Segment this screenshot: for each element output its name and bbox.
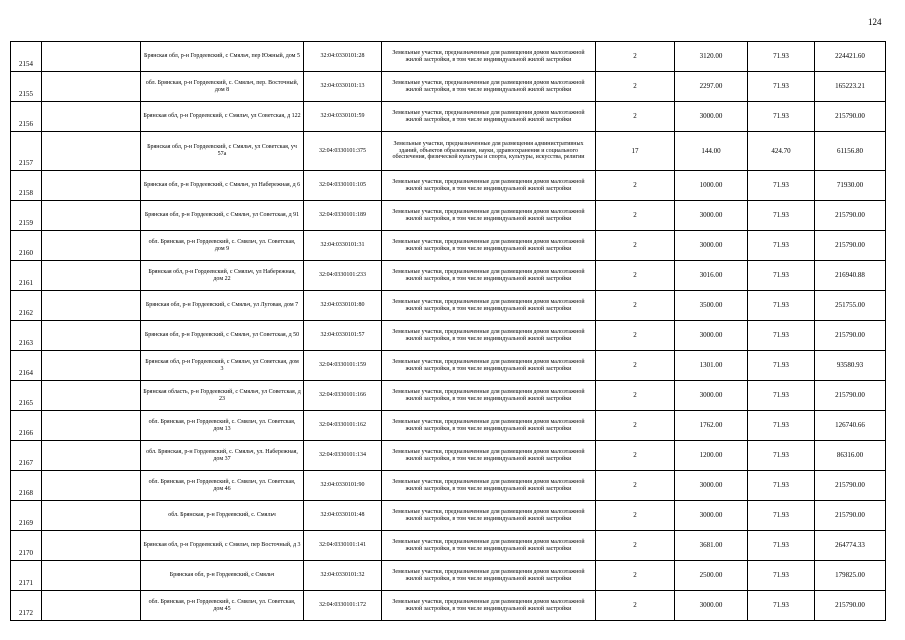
row-number: 2160 [11,231,42,261]
table-row [11,132,886,171]
area-cell: 1762.00 [675,411,748,441]
land-use-cell: Земельные участки, предназначенные для размещения домов малоэтажной жилой застройки, в том числе индивидуальной жилой застройки [382,171,596,201]
cadastral-value-cell: 215790.00 [815,591,886,621]
blank-cell [42,231,141,261]
cadastral-number-cell: 32:04:0330101:105 [304,171,382,201]
cadastral-number-cell: 32:04:0330101:13 [304,72,382,102]
use-code-cell: 2 [596,351,675,381]
cadastral-number-cell: 32:04:0330101:172 [304,591,382,621]
blank-cell [42,291,141,321]
land-use-cell: Земельные участки, предназначенные для размещения домов малоэтажной жилой застройки, в том числе индивидуальной жилой застройки [382,201,596,231]
rate-cell: 71.93 [748,42,815,72]
cadastral-number-cell: 32:04:0330101:57 [304,321,382,351]
address-cell: Брянская обл, р-н Гордеевский, с Смяльч, ул Советская, д 91 [141,201,304,231]
area-cell: 2500.00 [675,561,748,591]
table-row [11,291,886,321]
use-code-cell: 2 [596,531,675,561]
cadastral-value-cell: 215790.00 [815,201,886,231]
use-code-cell: 2 [596,72,675,102]
row-number: 2172 [11,591,42,621]
rate-cell: 71.93 [748,291,815,321]
table-body [11,42,886,621]
address-cell: Брянская обл, р-н Гордеевский, с Смяльч, ул Набережная, дом 22 [141,261,304,291]
land-use-cell: Земельные участки, предназначенные для размещения домов малоэтажной жилой застройки, в том числе индивидуальной жилой застройки [382,261,596,291]
table-row [11,471,886,501]
area-cell: 1000.00 [675,171,748,201]
row-number: 2158 [11,171,42,201]
use-code-cell: 2 [596,171,675,201]
cadastral-number-cell: 32:04:0330101:31 [304,231,382,261]
table-row [11,501,886,531]
cadastral-number-cell: 32:04:0330101:32 [304,561,382,591]
area-cell: 3000.00 [675,321,748,351]
cadastral-value-cell: 86316.00 [815,441,886,471]
use-code-cell: 2 [596,411,675,441]
use-code-cell: 2 [596,261,675,291]
address-cell: обл. Брянская, р-н Гордеевский, с. Смяльч, ул. Советская, дом 45 [141,591,304,621]
area-cell: 3000.00 [675,381,748,411]
use-code-cell: 2 [596,321,675,351]
area-cell: 3016.00 [675,261,748,291]
table-row [11,351,886,381]
land-use-cell: Земельные участки, предназначенные для размещения домов малоэтажной жилой застройки, в том числе индивидуальной жилой застройки [382,591,596,621]
address-cell: Брянская область, р-н Гордеевский, с Смяльч, ул Советская, д 23 [141,381,304,411]
address-cell: обл. Брянская, р-н Гордеевский, с. Смяльч [141,501,304,531]
cadastral-value-cell: 93580.93 [815,351,886,381]
cadastral-number-cell: 32:04:0330101:166 [304,381,382,411]
cadastral-number-cell: 32:04:0330101:233 [304,261,382,291]
page-number: 124 [868,17,882,27]
row-number: 2170 [11,531,42,561]
address-cell: Брянская обл, р-н Гордеевский, с Смяльч, ул Советская, д 122 [141,102,304,132]
area-cell: 3000.00 [675,591,748,621]
cadastral-number-cell: 32:04:0330101:162 [304,411,382,441]
area-cell: 3681.00 [675,531,748,561]
land-use-cell: Земельные участки, предназначенные для размещения домов малоэтажной жилой застройки, в том числе индивидуальной жилой застройки [382,321,596,351]
cadastral-number-cell: 32:04:0330101:189 [304,201,382,231]
area-cell: 3000.00 [675,102,748,132]
use-code-cell: 2 [596,291,675,321]
blank-cell [42,441,141,471]
row-number: 2165 [11,381,42,411]
table-row [11,381,886,411]
use-code-cell: 2 [596,591,675,621]
address-cell: Брянская обл, р-н Гордеевский, с Смяльч, ул Луговая, дом 7 [141,291,304,321]
table-row [11,261,886,291]
cadastral-value-cell: 165223.21 [815,72,886,102]
area-cell: 1301.00 [675,351,748,381]
blank-cell [42,411,141,441]
row-number: 2166 [11,411,42,441]
blank-cell [42,501,141,531]
address-cell: Брянская обл, р-н Гордеевский, с Смяльч, ул Советская, дом 3 [141,351,304,381]
cadastral-value-cell: 215790.00 [815,501,886,531]
table-row [11,591,886,621]
address-cell: Брянская обл, р-н Гордеевский, с Смяльч, пер Восточный, д 3 [141,531,304,561]
cadastral-value-cell: 224421.60 [815,42,886,72]
cadastral-value-cell: 215790.00 [815,102,886,132]
use-code-cell: 2 [596,102,675,132]
address-cell: Брянская обл, р-н Гордеевский, с Смяльч, ул Набережная, д 6 [141,171,304,201]
blank-cell [42,132,141,171]
use-code-cell: 17 [596,132,675,171]
area-cell: 3000.00 [675,471,748,501]
row-number: 2163 [11,321,42,351]
blank-cell [42,171,141,201]
row-number: 2164 [11,351,42,381]
rate-cell: 71.93 [748,231,815,261]
table-row [11,561,886,591]
cadastral-number-cell: 32:04:0330101:134 [304,441,382,471]
land-use-cell: Земельные участки, предназначенные для размещения домов малоэтажной жилой застройки, в том числе индивидуальной жилой застройки [382,381,596,411]
row-number: 2168 [11,471,42,501]
land-use-cell: Земельные участки, предназначенные для размещения домов малоэтажной жилой застройки, в том числе индивидуальной жилой застройки [382,411,596,441]
cadastral-number-cell: 32:04:0330101:375 [304,132,382,171]
blank-cell [42,351,141,381]
cadastral-number-cell: 32:04:0330101:80 [304,291,382,321]
table-row [11,201,886,231]
address-cell: Брянская обл, р-н Гордеевский, с Смяльч [141,561,304,591]
address-cell: Брянская обл, р-н Гордеевский, с Смяльч, ул Советская, уч 57а [141,132,304,171]
table-row [11,411,886,441]
address-cell: обл. Брянская, р-н Гордеевский, с. Смяльч, ул. Советская, дом 9 [141,231,304,261]
blank-cell [42,42,141,72]
row-number: 2167 [11,441,42,471]
cadastral-number-cell: 32:04:0330101:28 [304,42,382,72]
cadastral-value-cell: 215790.00 [815,381,886,411]
table-row [11,231,886,261]
rate-cell: 71.93 [748,201,815,231]
area-cell: 3500.00 [675,291,748,321]
cadastral-value-cell: 215790.00 [815,471,886,501]
rate-cell: 71.93 [748,531,815,561]
row-number: 2155 [11,72,42,102]
cadastral-number-cell: 32:04:0330101:59 [304,102,382,132]
cadastral-value-cell: 216940.88 [815,261,886,291]
area-cell: 3000.00 [675,501,748,531]
land-use-cell: Земельные участки, предназначенные для размещения административных зданий, объектов образования, науки, здравоохранения и социального обеспечения, физической культуры и спорта, культуры, искусства, религии [382,132,596,171]
land-use-cell: Земельные участки, предназначенные для размещения домов малоэтажной жилой застройки, в том числе индивидуальной жилой застройки [382,102,596,132]
use-code-cell: 2 [596,441,675,471]
address-cell: обл. Брянская, р-н Гордеевский, с. Смяльч, пер. Восточный, дом 8 [141,72,304,102]
cadastral-value-cell: 264774.33 [815,531,886,561]
cadastral-value-cell: 251755.00 [815,291,886,321]
table-row [11,531,886,561]
use-code-cell: 2 [596,501,675,531]
row-number: 2157 [11,132,42,171]
rate-cell: 424.70 [748,132,815,171]
table-row [11,321,886,351]
rate-cell: 71.93 [748,411,815,441]
area-cell: 3120.00 [675,42,748,72]
rate-cell: 71.93 [748,561,815,591]
rate-cell: 71.93 [748,591,815,621]
area-cell: 3000.00 [675,231,748,261]
address-cell: Брянская обл, р-н Гордеевский, с Смяльч, пер Южный, дом 5 [141,42,304,72]
use-code-cell: 2 [596,42,675,72]
cadastral-value-cell: 126740.66 [815,411,886,441]
blank-cell [42,471,141,501]
blank-cell [42,591,141,621]
use-code-cell: 2 [596,231,675,261]
rate-cell: 71.93 [748,321,815,351]
address-cell: обл. Брянская, р-н Гордеевский, с. Смяльч, ул. Советская, дом 13 [141,411,304,441]
blank-cell [42,381,141,411]
blank-cell [42,261,141,291]
cadastral-value-cell: 61156.80 [815,132,886,171]
row-number: 2171 [11,561,42,591]
blank-cell [42,561,141,591]
land-use-cell: Земельные участки, предназначенные для размещения домов малоэтажной жилой застройки, в том числе индивидуальной жилой застройки [382,561,596,591]
address-cell: обл. Брянская, р-н Гордеевский, с. Смяльч, ул. Советская, дом 46 [141,471,304,501]
cadastral-number-cell: 32:04:0330101:159 [304,351,382,381]
rate-cell: 71.93 [748,381,815,411]
rate-cell: 71.93 [748,351,815,381]
area-cell: 3000.00 [675,201,748,231]
row-number: 2161 [11,261,42,291]
land-plots-table [10,41,886,621]
land-use-cell: Земельные участки, предназначенные для размещения домов малоэтажной жилой застройки, в том числе индивидуальной жилой застройки [382,351,596,381]
address-cell: обл. Брянская, р-н Гордеевский, с. Смяльч, ул. Набережная, дом 37 [141,441,304,471]
cadastral-number-cell: 32:04:0330101:48 [304,501,382,531]
rate-cell: 71.93 [748,441,815,471]
use-code-cell: 2 [596,561,675,591]
rate-cell: 71.93 [748,171,815,201]
row-number: 2169 [11,501,42,531]
land-use-cell: Земельные участки, предназначенные для размещения домов малоэтажной жилой застройки, в том числе индивидуальной жилой застройки [382,531,596,561]
area-cell: 2297.00 [675,72,748,102]
land-use-cell: Земельные участки, предназначенные для размещения домов малоэтажной жилой застройки, в том числе индивидуальной жилой застройки [382,441,596,471]
area-cell: 1200.00 [675,441,748,471]
row-number: 2154 [11,42,42,72]
blank-cell [42,102,141,132]
land-use-cell: Земельные участки, предназначенные для размещения домов малоэтажной жилой застройки, в том числе индивидуальной жилой застройки [382,501,596,531]
use-code-cell: 2 [596,201,675,231]
table-row [11,171,886,201]
use-code-cell: 2 [596,381,675,411]
row-number: 2162 [11,291,42,321]
table-row [11,42,886,72]
use-code-cell: 2 [596,471,675,501]
rate-cell: 71.93 [748,102,815,132]
cadastral-number-cell: 32:04:0330101:141 [304,531,382,561]
blank-cell [42,531,141,561]
row-number: 2159 [11,201,42,231]
rate-cell: 71.93 [748,72,815,102]
area-cell: 144.00 [675,132,748,171]
cadastral-value-cell: 215790.00 [815,231,886,261]
land-use-cell: Земельные участки, предназначенные для размещения домов малоэтажной жилой застройки, в том числе индивидуальной жилой застройки [382,291,596,321]
blank-cell [42,201,141,231]
row-number: 2156 [11,102,42,132]
rate-cell: 71.93 [748,471,815,501]
rate-cell: 71.93 [748,501,815,531]
address-cell: Брянская обл, р-н Гордеевский, с Смяльч, ул Советская, д 50 [141,321,304,351]
land-use-cell: Земельные участки, предназначенные для размещения домов малоэтажной жилой застройки, в том числе индивидуальной жилой застройки [382,471,596,501]
land-use-cell: Земельные участки, предназначенные для размещения домов малоэтажной жилой застройки, в том числе индивидуальной жилой застройки [382,72,596,102]
cadastral-value-cell: 215790.00 [815,321,886,351]
blank-cell [42,321,141,351]
rate-cell: 71.93 [748,261,815,291]
land-use-cell: Земельные участки, предназначенные для размещения домов малоэтажной жилой застройки, в том числе индивидуальной жилой застройки [382,42,596,72]
table-row [11,72,886,102]
table-row [11,102,886,132]
cadastral-value-cell: 179825.00 [815,561,886,591]
cadastral-value-cell: 71930.00 [815,171,886,201]
land-use-cell: Земельные участки, предназначенные для размещения домов малоэтажной жилой застройки, в том числе индивидуальной жилой застройки [382,231,596,261]
table-row [11,441,886,471]
blank-cell [42,72,141,102]
cadastral-number-cell: 32:04:0330101:90 [304,471,382,501]
